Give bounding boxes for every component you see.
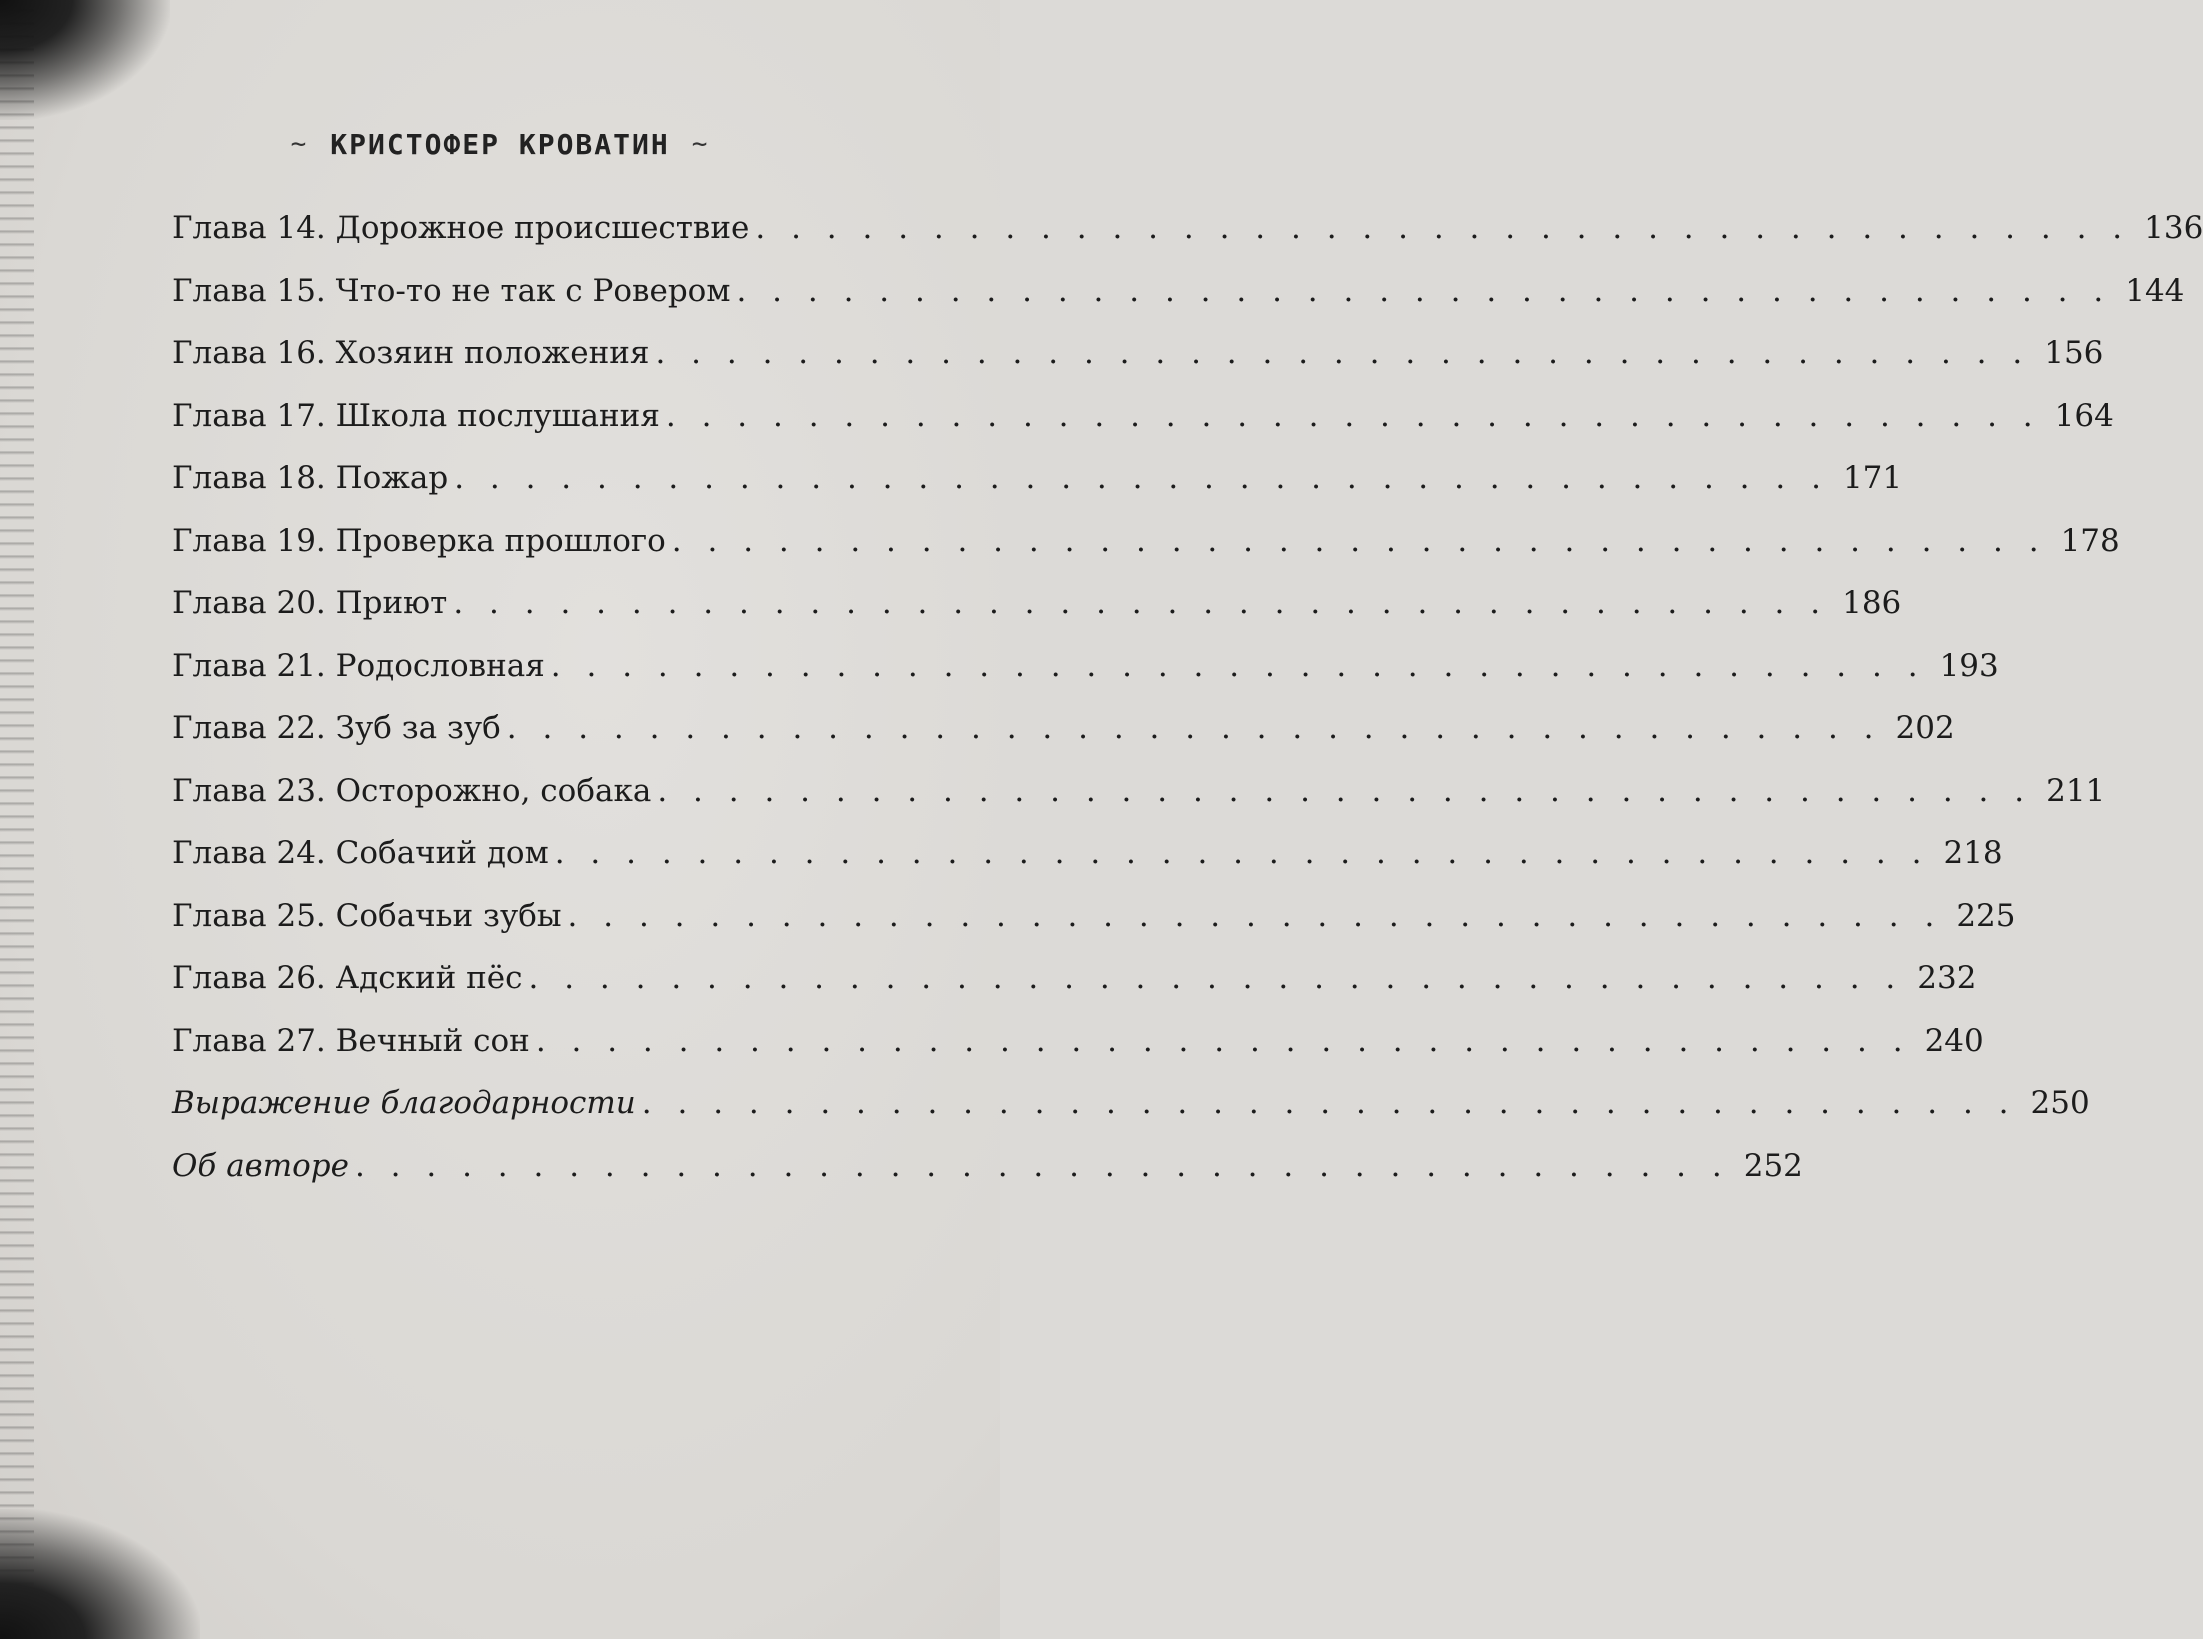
toc-entry-title: Глава 17. Школа послушания bbox=[172, 397, 660, 434]
toc-entry-page-number: 232 bbox=[1917, 960, 1977, 996]
toc-entry bbox=[172, 647, 1999, 711]
toc-entry-title: Глава 23. Осторожно, собака bbox=[172, 772, 652, 809]
toc-entry-page-number: 252 bbox=[1743, 1147, 1803, 1184]
toc-entry-page-number: 178 bbox=[2060, 522, 2120, 559]
toc-entry-page-number: 186 bbox=[1842, 585, 1902, 621]
left-swirl-ornament-icon: ~ bbox=[290, 129, 309, 159]
right-swirl-ornament-icon: ~ bbox=[691, 129, 710, 159]
toc-entry-page-number: 171 bbox=[1842, 460, 1903, 496]
dot-leader: . . . . . . . . . . . . . . . . . . . . . . . . . . . . . . . . . . . . . . . bbox=[641, 1085, 2017, 1121]
dot-leader: . . . . . . . . . . . . . . . . . . . . . . . . . . . . . . . . . . . . . . . bbox=[671, 522, 2047, 559]
toc-entry-page-number: 240 bbox=[1924, 1022, 1984, 1059]
toc-entry-title: Глава 26. Адский пёс bbox=[172, 960, 523, 996]
dot-leader: . . . . . . . . . . . . . . . . . . . . . . . . . . . . . . . . . . . . . . . bbox=[567, 897, 1943, 934]
dot-leader: . . . . . . . . . . . . . . . . . . . . . . . . . . . . . . . . . . . . . . . bbox=[736, 272, 2112, 309]
toc-entry-title: Глава 18. Пожар bbox=[172, 460, 449, 496]
dot-leader: . . . . . . . . . . . . . . . . . . . . . . . . . . . . . . . . . . . . . . . bbox=[554, 835, 1930, 871]
toc-entry-title: Глава 25. Собачьи зубы bbox=[172, 897, 562, 934]
toc-entry-page-number: 250 bbox=[2030, 1085, 2090, 1121]
toc-entry-title: Об авторе bbox=[172, 1147, 349, 1184]
toc-entry-title: Выражение благодарности bbox=[172, 1085, 636, 1121]
toc-entry-title: Глава 19. Проверка прошлого bbox=[172, 522, 666, 559]
toc-entry-title: Глава 21. Родословная bbox=[172, 647, 545, 684]
author-name: КРИСТОФЕР КРОВАТИН bbox=[330, 128, 670, 161]
toc-entry bbox=[172, 397, 2114, 461]
toc-entry-page-number: 144 bbox=[2125, 272, 2185, 309]
dot-leader: . . . . . . . . . . . . . . . . . . . . . . . . . . . . . . . . . . . . . . . bbox=[550, 647, 1926, 684]
toc-entry-title: Глава 16. Хозяин положения bbox=[172, 335, 650, 371]
toc-entry bbox=[172, 585, 1902, 648]
dot-leader: . . . . . . . . . . . . . . . . . . . . . . . . . . . . . . . . . . . . . . . bbox=[454, 460, 1829, 496]
toc-entry-page-number: 164 bbox=[2054, 397, 2114, 434]
toc-entry-page-number: 156 bbox=[2044, 335, 2104, 371]
toc-entry-title: Глава 14. Дорожное происшествие bbox=[172, 210, 750, 246]
dot-leader: . . . . . . . . . . . . . . . . . . . . . . . . . . . . . . . . . . . . . . . bbox=[354, 1147, 1730, 1184]
toc-entry-title: Глава 24. Собачий дом bbox=[172, 835, 549, 871]
toc-entry bbox=[172, 1085, 2090, 1148]
toc-entry-page-number: 202 bbox=[1895, 710, 1955, 746]
toc-entry bbox=[172, 897, 2016, 961]
toc-entry bbox=[172, 835, 2003, 898]
toc-entry bbox=[172, 960, 1977, 1023]
toc-entry bbox=[172, 335, 2104, 398]
toc-entry-page-number: 225 bbox=[1956, 897, 2016, 934]
grunge-edge-left bbox=[0, 0, 34, 1639]
toc-entry bbox=[172, 272, 2185, 336]
dot-leader: . . . . . . . . . . . . . . . . . . . . . . . . . . . . . . . . . . . . . . . bbox=[506, 710, 1882, 746]
running-header bbox=[0, 128, 1000, 161]
toc-entry bbox=[172, 522, 2120, 586]
dot-leader: . . . . . . . . . . . . . . . . . . . . . . . . . . . . . . . . . . . . . . . bbox=[655, 335, 2031, 371]
dot-leader: . . . . . . . . . . . . . . . . . . . . . . . . . . . . . . . . . . . . . . . bbox=[453, 585, 1829, 621]
toc-entry bbox=[172, 1022, 1984, 1086]
toc-entry bbox=[172, 210, 2203, 273]
toc-entry bbox=[172, 1147, 1803, 1211]
toc-entry bbox=[172, 710, 1955, 773]
toc-entry-page-number: 136 bbox=[2144, 210, 2203, 246]
toc-entry-title: Глава 15. Что-то не так с Ровером bbox=[172, 272, 731, 309]
toc-entry-page-number: 193 bbox=[1939, 647, 1999, 684]
toc-entry-title: Глава 20. Приют bbox=[172, 585, 448, 621]
dot-leader: . . . . . . . . . . . . . . . . . . . . . . . . . . . . . . . . . . . . . . . bbox=[665, 397, 2041, 434]
toc-entry bbox=[172, 460, 1903, 523]
dot-leader: . . . . . . . . . . . . . . . . . . . . . . . . . . . . . . . . . . . . . . . bbox=[657, 772, 2033, 809]
grunge-edge-bottom bbox=[0, 1509, 200, 1639]
toc-entry-title: Глава 22. Зуб за зуб bbox=[172, 710, 501, 746]
dot-leader: . . . . . . . . . . . . . . . . . . . . . . . . . . . . . . . . . . . . . . . bbox=[755, 210, 2131, 246]
dot-leader: . . . . . . . . . . . . . . . . . . . . . . . . . . . . . . . . . . . . . . . bbox=[528, 960, 1904, 996]
toc-entry-page-number: 211 bbox=[2046, 772, 2106, 809]
toc-entry-page-number: 218 bbox=[1943, 835, 2003, 871]
toc-entry bbox=[172, 772, 2106, 836]
dot-leader: . . . . . . . . . . . . . . . . . . . . . . . . . . . . . . . . . . . . . . . bbox=[535, 1022, 1911, 1059]
table-of-contents bbox=[172, 210, 2203, 1210]
toc-entry-title: Глава 27. Вечный сон bbox=[172, 1022, 530, 1059]
